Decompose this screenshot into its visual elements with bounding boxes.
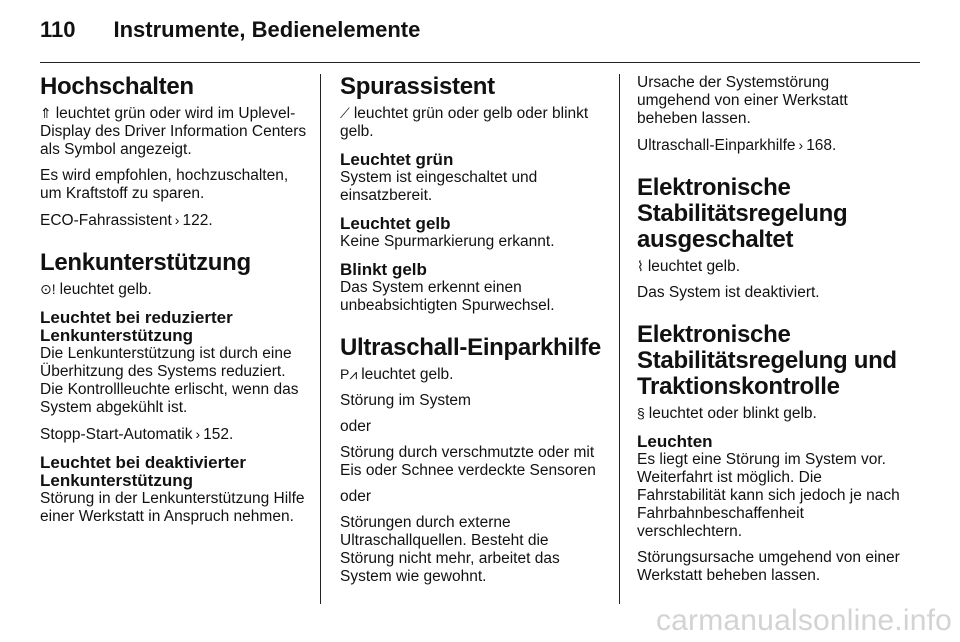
heading-esp-ausgeschaltet: Elektronische Stabilitätsregelung ausgeschaltet [637, 174, 848, 253]
paragraph: Es wird empfohlen, hochzuschalten, um Kraftstoff zu sparen. [40, 167, 289, 202]
paragraph: ⊙! leuchtet gelb. [40, 281, 152, 298]
cross-reference[interactable]: ECO-Fahrassistent › 122. [40, 212, 213, 229]
page-ref-icon: › [195, 426, 201, 442]
heading-spurassistent: Spurassistent [340, 73, 495, 100]
paragraph: Es liegt eine Störung im System vor. Weiterfahrt ist möglich. Die Fahrstabilität kann sich jedoch je nach Fahrbahnbeschaffenheit verschlechtern. [637, 451, 900, 540]
column-1 [40, 74, 308, 534]
esp-icon: § [637, 405, 645, 421]
page-ref-icon: › [798, 137, 804, 153]
paragraph: ⌇ leuchtet gelb. [637, 258, 741, 275]
paragraph: § leuchtet oder blinkt gelb. [637, 405, 817, 422]
parking-assist-icon: P⩘ [340, 366, 358, 382]
heading-ultraschall-einparkhilfe: Ultraschall-Einparkhilfe [340, 334, 601, 361]
paragraph: oder [340, 418, 372, 435]
page-title: Instrumente, Bedienelemente [113, 17, 421, 42]
upshift-icon: ⇑ [40, 105, 52, 121]
subheading: Leuchtet grün [340, 150, 454, 169]
cross-reference[interactable]: Ultraschall-Einparkhilfe › 168. [637, 137, 837, 154]
paragraph: Ursache der Systemstörung umgehend von einer Werkstatt beheben lassen. [637, 74, 848, 127]
page-ref-icon: › [174, 212, 180, 228]
paragraph: oder [340, 488, 372, 505]
paragraph: Störung durch verschmutzte oder mit Eis oder Schnee verdeckte Sensoren [340, 444, 596, 479]
paragraph: ⇑ leuchtet grün oder wird im Uplevel-Display des Driver Information Centers als Symbol angezeigt. [40, 105, 307, 158]
subheading: Leuchten [637, 432, 713, 451]
paragraph: Keine Spurmarkierung erkannt. [340, 233, 555, 250]
column-3 [637, 74, 905, 593]
paragraph: Die Lenkunterstützung ist durch eine Überhitzung des Systems reduziert. Die Kontrollleuchte erlischt, wenn das System abgekühlt ist. [40, 345, 299, 416]
paragraph: System ist eingeschaltet und einsatzbereit. [340, 169, 538, 204]
paragraph: Störungen durch externe Ultraschallquellen. Besteht die Störung nicht mehr, arbeitet das System wie gewohnt. [340, 514, 560, 585]
paragraph: Das System erkennt einen unbeabsichtigten Spurwechsel. [340, 279, 555, 314]
header-rule [40, 62, 920, 63]
paragraph: Störung im System [340, 392, 471, 409]
steering-warning-icon: ⊙! [40, 281, 56, 297]
lane-assist-icon: ⟋ [340, 105, 350, 121]
subheading: Leuchtet gelb [340, 214, 451, 233]
page-number: 110 [40, 17, 76, 42]
paragraph: Störung in der Lenkunterstützung Hilfe einer Werkstatt in Anspruch nehmen. [40, 490, 305, 525]
page-header [40, 14, 420, 46]
paragraph: Das System ist deaktiviert. [637, 284, 820, 301]
column-2 [340, 74, 606, 594]
heading-esp-traktionskontrolle: Elektronische Stabilitätsregelung und Traktionskontrolle [637, 321, 897, 400]
esp-off-icon: ⌇ [637, 258, 644, 274]
subheading: Leuchtet bei reduzierter Lenkunterstützung [40, 308, 233, 345]
paragraph: P⩘ leuchtet gelb. [340, 366, 454, 383]
paragraph: Störungsursache umgehend von einer Werkstatt beheben lassen. [637, 549, 900, 584]
watermark: carmanualsonline.info [655, 604, 952, 637]
heading-lenkunterstuetzung: Lenkunterstützung [40, 249, 251, 276]
column-divider [619, 74, 620, 604]
heading-hochschalten: Hochschalten [40, 73, 194, 100]
cross-reference[interactable]: Stopp-Start-Automatik › 152. [40, 426, 234, 443]
paragraph: ⟋ leuchtet grün oder gelb oder blinkt gelb. [340, 105, 589, 140]
subheading: Leuchtet bei deaktivierter Lenkunterstützung [40, 453, 246, 490]
column-divider [320, 74, 321, 604]
subheading: Blinkt gelb [340, 260, 427, 279]
